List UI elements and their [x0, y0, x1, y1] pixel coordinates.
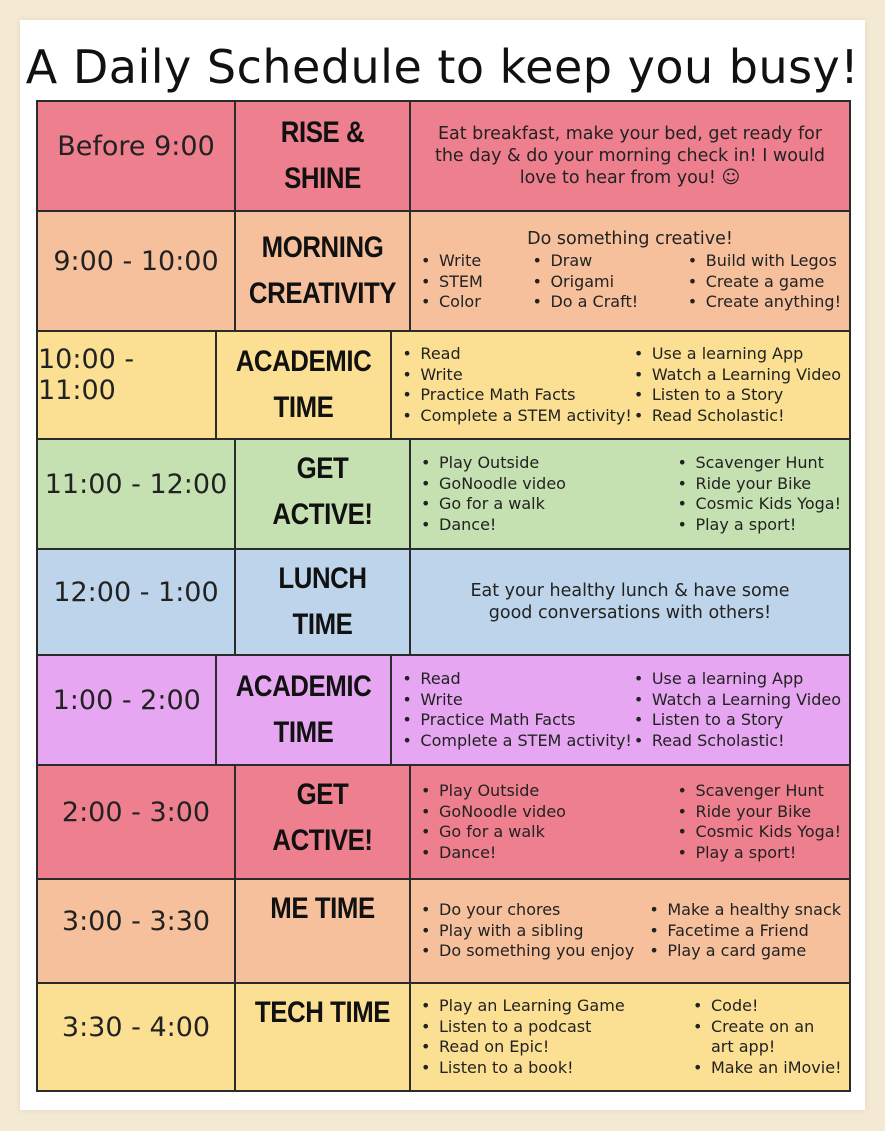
list-item: • Origami [530, 272, 638, 293]
time-cell: 12:00 - 1:00 [38, 550, 236, 654]
activity-list [675, 781, 841, 863]
activity-list [419, 781, 566, 863]
description-cell [411, 550, 849, 654]
list-item: • Go for a walk [419, 822, 566, 843]
activity-cell [236, 880, 411, 982]
list-item: • Listen to a Story [632, 710, 841, 731]
time-cell: 3:00 - 3:30 [38, 880, 236, 982]
list-item: • Do your chores [419, 900, 634, 921]
list-item: • Ride your Bike [675, 474, 841, 495]
list-item: • Read [400, 669, 631, 690]
list-item: • Do a Craft! [530, 292, 638, 313]
schedule-page [20, 20, 865, 1110]
list-item: • GoNoodle video [419, 802, 566, 823]
activity-label-line: TIME [273, 391, 334, 424]
list-item: • Create anything! [686, 292, 841, 313]
list-item: • Listen to a Story [632, 385, 841, 406]
list-item: • Make a healthy snack [647, 900, 841, 921]
activity-cell [217, 332, 392, 438]
activity-cell [217, 656, 392, 764]
activity-list [632, 344, 841, 426]
activity-cell [236, 440, 411, 548]
time-cell: 11:00 - 12:00 [38, 440, 236, 548]
activity-label-line: LUNCH TIME [278, 562, 367, 641]
list-item: • Read Scholastic! [632, 406, 841, 427]
time-cell: 9:00 - 10:00 [38, 212, 236, 330]
activity-list [419, 453, 566, 535]
activity-label-line: ACADEMIC [236, 670, 372, 703]
list-item: • Write [400, 690, 631, 711]
time-cell: 3:30 - 4:00 [38, 984, 236, 1090]
list-item: • Play with a sibling [419, 921, 634, 942]
activity-label-line: MORNING [261, 231, 384, 264]
description-cell [411, 102, 849, 210]
list-item: • Write [419, 251, 483, 272]
list-item: • Cosmic Kids Yoga! [675, 822, 841, 843]
schedule-row-1-2 [36, 654, 851, 766]
list-item: • Listen to a book! [419, 1058, 625, 1079]
list-item: • Read on Epic! [419, 1037, 625, 1058]
schedule-row-330-4 [36, 982, 851, 1092]
description-cell [411, 212, 849, 330]
activity-list [632, 669, 841, 751]
list-item: • Read [400, 344, 631, 365]
page-title: A Daily Schedule to keep you busy! [25, 40, 860, 94]
list-item: • Scavenger Hunt [675, 453, 841, 474]
activity-cell [236, 102, 411, 210]
list-item: • STEM [419, 272, 483, 293]
activity-label-line: SHINE [284, 162, 361, 195]
activity-list [647, 900, 841, 962]
activity-label-line: ACADEMIC [236, 345, 372, 378]
list-item: • Dance! [419, 843, 566, 864]
list-item: • Create a game [686, 272, 841, 293]
list-item: • Ride your Bike [675, 802, 841, 823]
list-item: • Practice Math Facts [400, 710, 631, 731]
activity-label-line: TIME [273, 716, 334, 749]
list-item: • Play a sport! [675, 843, 841, 864]
description-text: Eat your healthy lunch & have some good conversations with others! [470, 581, 790, 623]
list-item: • Cosmic Kids Yoga! [675, 494, 841, 515]
time-cell: 2:00 - 3:00 [38, 766, 236, 878]
description-text: Eat breakfast, make your bed, get ready for the day & do your morning check in! I would love to hear from you! [434, 124, 826, 188]
list-item: • Scavenger Hunt [675, 781, 841, 802]
description-cell [392, 332, 849, 438]
activity-label-line: GET ACTIVE! [272, 452, 373, 531]
activity-label-line: GET ACTIVE! [272, 778, 373, 857]
schedule-row-3-330 [36, 878, 851, 984]
list-item: • Build with Legos [686, 251, 841, 272]
list-item: • Go for a walk [419, 494, 566, 515]
description-cell [411, 984, 849, 1090]
list-item: • Watch a Learning Video [632, 365, 841, 386]
list-item: • Watch a Learning Video [632, 690, 841, 711]
list-item: • Code! [691, 996, 841, 1017]
list-item: • Complete a STEM activity! [400, 731, 631, 752]
activity-label-line: ME TIME [270, 892, 375, 925]
list-item: • GoNoodle video [419, 474, 566, 495]
description-heading: Do something creative! [527, 229, 733, 250]
list-item: • Play a sport! [675, 515, 841, 536]
smiley-face-icon: ☺ [721, 167, 741, 188]
activity-list [400, 669, 631, 751]
description-cell [392, 656, 849, 764]
list-item: • Play Outside [419, 453, 566, 474]
activity-list [686, 251, 841, 313]
list-item: • Complete a STEM activity! [400, 406, 631, 427]
list-item: • Dance! [419, 515, 566, 536]
list-item: • Draw [530, 251, 638, 272]
list-item: • Listen to a podcast [419, 1017, 625, 1038]
activity-list [675, 453, 841, 535]
list-item: • Use a learning App [632, 344, 841, 365]
list-item: • Play a card game [647, 941, 841, 962]
activity-list [400, 344, 631, 426]
time-cell: 10:00 - 11:00 [38, 332, 217, 438]
activity-label-line: RISE & [280, 116, 365, 149]
list-item: • Create on an art app! [691, 1017, 841, 1058]
schedule-row-9-10 [36, 210, 851, 332]
activity-label-line: TECH TIME [254, 996, 391, 1029]
time-cell: Before 9:00 [38, 102, 236, 210]
activity-cell [236, 550, 411, 654]
activity-cell [236, 212, 411, 330]
list-item: • Use a learning App [632, 669, 841, 690]
schedule-row-11-12 [36, 438, 851, 550]
description-cell [411, 440, 849, 548]
time-cell: 1:00 - 2:00 [38, 656, 217, 764]
schedule-row-10-11 [36, 330, 851, 440]
list-item: • Color [419, 292, 483, 313]
list-item: • Practice Math Facts [400, 385, 631, 406]
description-cell [411, 880, 849, 982]
activity-list [530, 251, 638, 313]
list-item: • Do something you enjoy [419, 941, 634, 962]
activity-list [691, 996, 841, 1078]
list-item: • Facetime a Friend [647, 921, 841, 942]
schedule-row-12-1 [36, 548, 851, 656]
list-item: • Write [400, 365, 631, 386]
activity-list [419, 900, 634, 962]
schedule-row-2-3 [36, 764, 851, 880]
activity-list [419, 251, 483, 313]
list-item: • Play Outside [419, 781, 566, 802]
schedule-row-before-9 [36, 100, 851, 212]
list-item: • Play an Learning Game [419, 996, 625, 1017]
list-item: • Read Scholastic! [632, 731, 841, 752]
description-cell [411, 766, 849, 878]
list-item: • Make an iMovie! [691, 1058, 841, 1079]
activity-cell [236, 766, 411, 878]
activity-cell [236, 984, 411, 1090]
activity-list [419, 996, 625, 1078]
activity-label-line: CREATIVITY [248, 277, 397, 310]
